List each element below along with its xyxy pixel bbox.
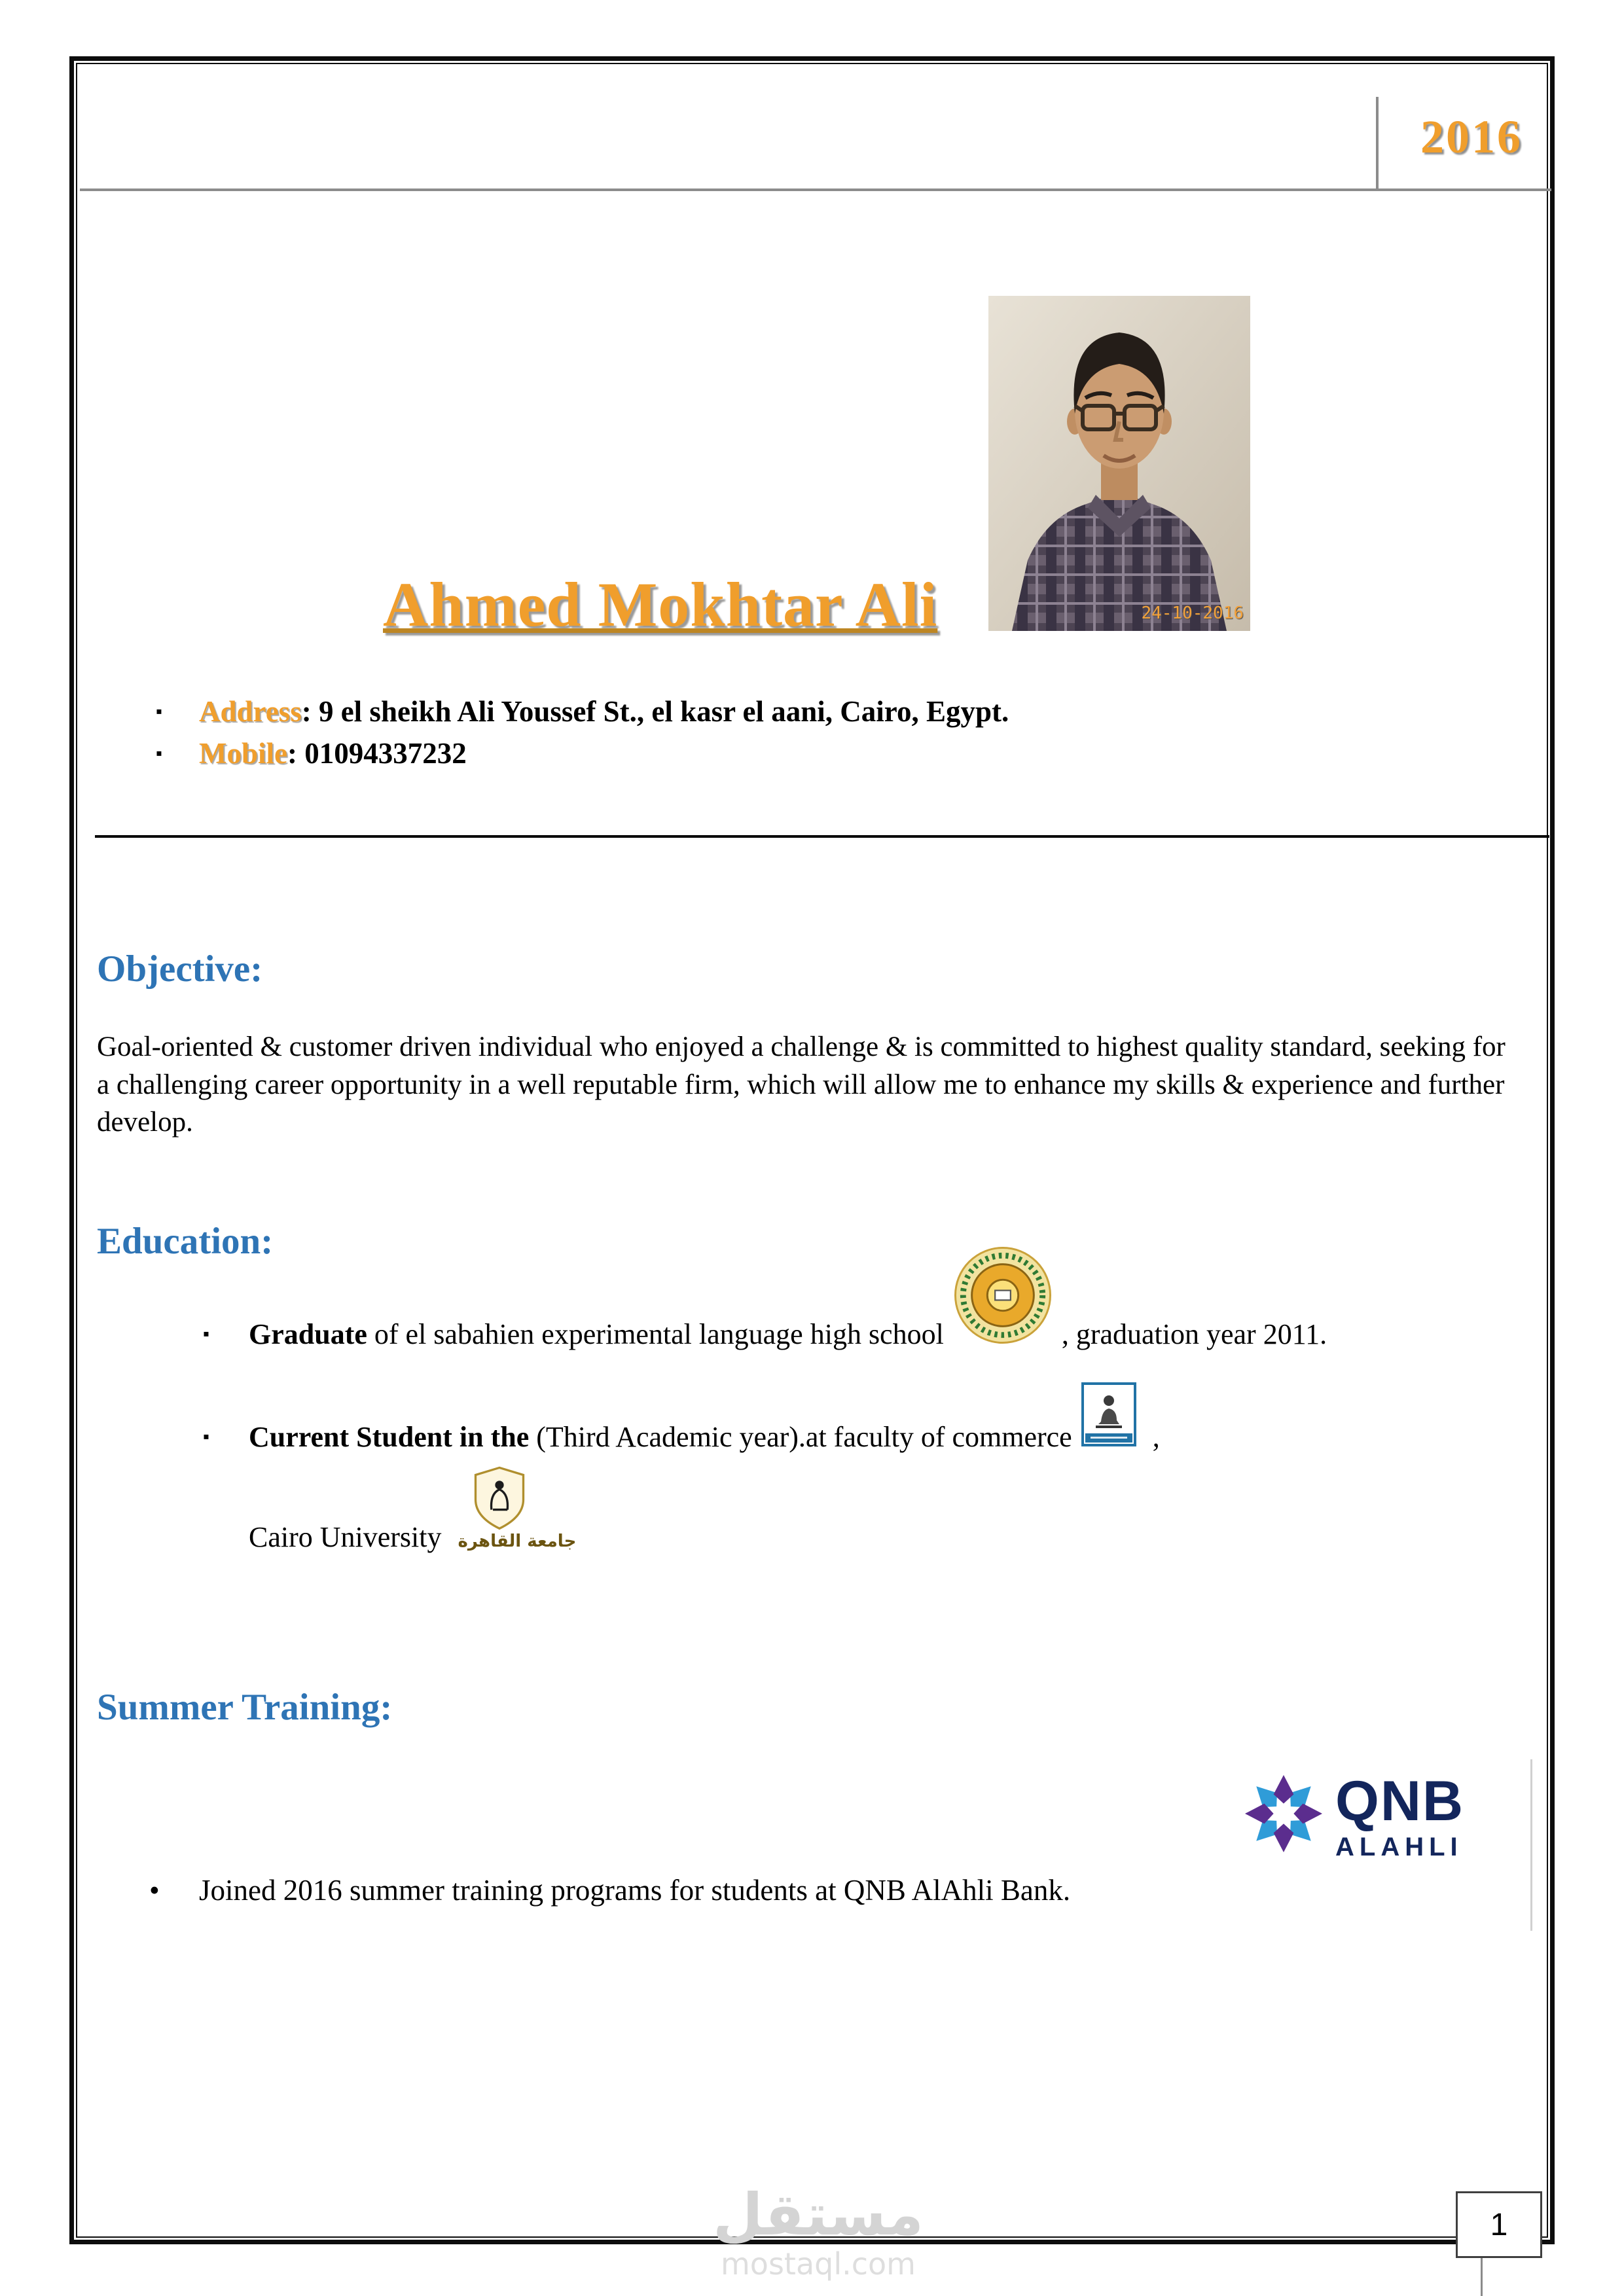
summer-training-text: Joined 2016 summer training programs for students at QNB AlAhli Bank. (199, 1874, 1071, 1907)
qnb-alahli-logo (1245, 1770, 1465, 1862)
education-item-graduate (203, 1247, 1327, 1351)
qnb-logo-sub: ALAHLI (1335, 1832, 1463, 1861)
education-heading: Education: (97, 1221, 274, 1262)
contact-label: Address (199, 695, 302, 728)
school-emblem-icon (953, 1247, 1053, 1344)
education-item-text: (Third Academic year).at faculty of commerce (529, 1421, 1072, 1453)
candidate-name: Ahmed Mokhtar Ali (383, 569, 938, 639)
header-divider-vertical (1376, 97, 1379, 188)
education-item-after: , graduation year 2011. (1061, 1318, 1327, 1350)
summer-training-heading: Summer Training: (97, 1687, 393, 1728)
profile-photo (988, 296, 1250, 631)
qnb-logo-name: QNB (1335, 1770, 1465, 1833)
education-item-bold: Current Student in the (249, 1421, 530, 1453)
section-divider-line (95, 835, 1549, 838)
cairo-university-emblem-icon (458, 1465, 577, 1563)
square-bullet-icon: ▪ (156, 743, 162, 764)
contact-label: Mobile (199, 736, 287, 770)
contact-value: : 9 el sheikh Ali Youssef St., el kasr el aani, Cairo, Egypt. (301, 695, 1009, 728)
cairo-university-caption: جامعة القاهرة (458, 1532, 577, 1551)
education-item-text: of el sabahien experimental language high school (367, 1318, 944, 1350)
contact-row-mobile (156, 733, 1009, 775)
contact-row-address (156, 691, 1009, 733)
textbox-edge-line (1530, 1759, 1532, 1931)
education-item-university (249, 1465, 577, 1563)
objective-text: Goal-oriented & customer driven individual who enjoyed a challenge & is committed to highest quality standard, seeking for a challenging career opportunity in a well reputable firm, which will allow me to enhance my skills & experience and further develop. (97, 1031, 1506, 1138)
cairo-university-shield (467, 1465, 532, 1533)
header-year: 2016 (1420, 111, 1523, 163)
round-bullet-icon: • (149, 1874, 160, 1907)
square-bullet-icon: ▪ (203, 1324, 209, 1344)
watermark-arabic: مستقل (713, 2181, 924, 2248)
square-bullet-icon: ▪ (203, 1427, 209, 1447)
objective-heading: Objective: (97, 948, 263, 990)
contact-value: : 01094337232 (287, 736, 467, 770)
header-divider-horizontal (80, 188, 1551, 191)
square-bullet-icon: ▪ (156, 702, 162, 722)
education-item-text: Cairo University (249, 1521, 449, 1553)
education-item-bold: Graduate (249, 1318, 367, 1350)
watermark-site: mostaql.com (721, 2246, 916, 2282)
summer-training-item (149, 1873, 1070, 1907)
page-number: 1 (1490, 2207, 1508, 2242)
page-border (69, 56, 1555, 2248)
page-number-box (1456, 2191, 1542, 2258)
faculty-of-commerce-emblem-icon (1081, 1382, 1136, 1446)
qnb-logo-text (1335, 1770, 1465, 1862)
contact-list (156, 691, 1009, 775)
photo-timestamp: 24-10-2016 (1141, 603, 1244, 623)
education-item-current-student (203, 1382, 1160, 1454)
education-item-after: , (1145, 1421, 1160, 1453)
qnb-starburst-icon (1245, 1775, 1322, 1852)
watermark (615, 2181, 1021, 2282)
portrait-illustration (988, 296, 1250, 631)
